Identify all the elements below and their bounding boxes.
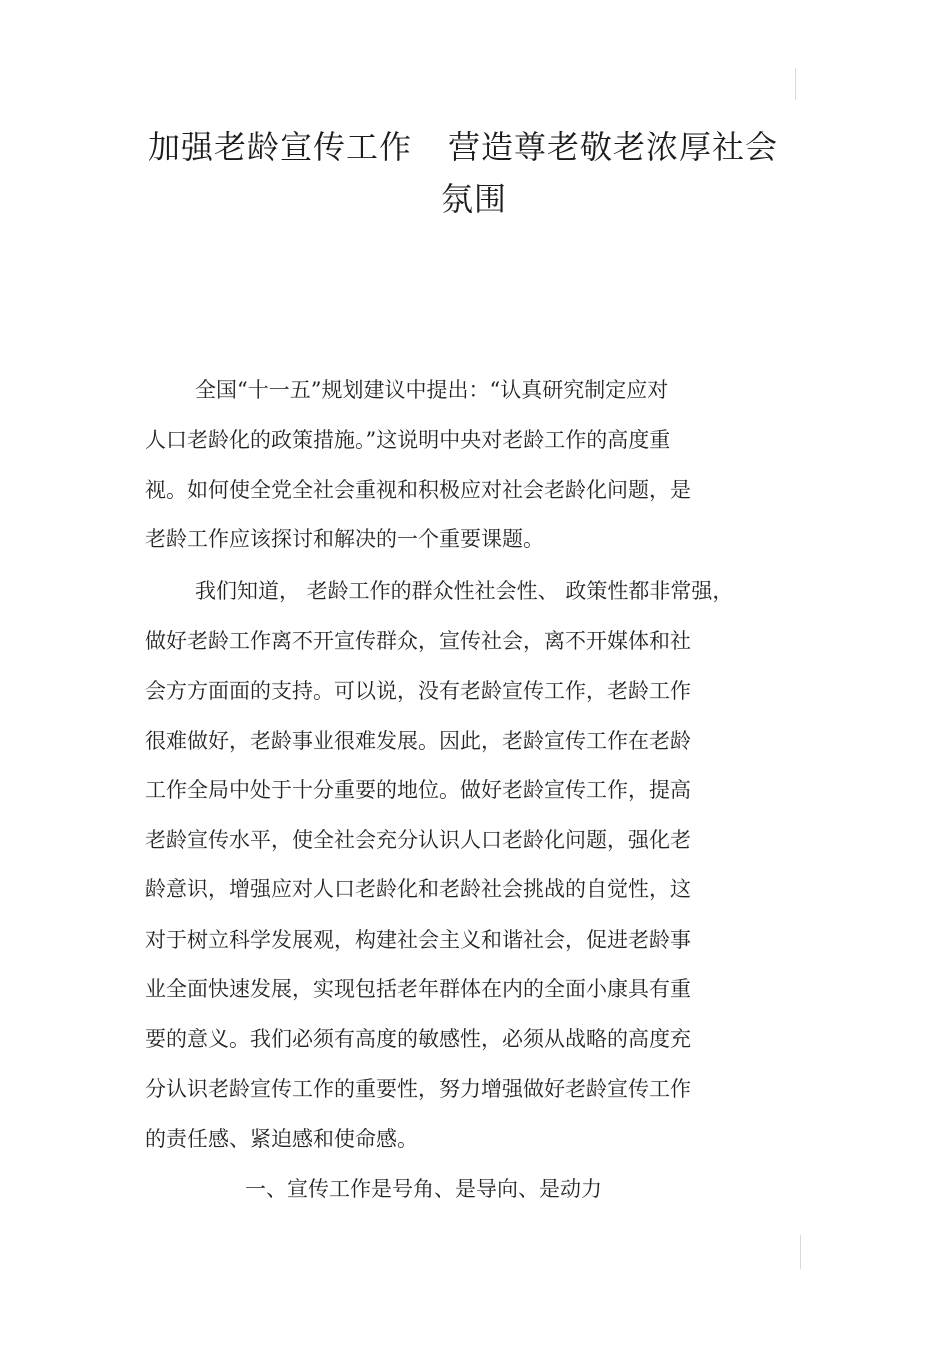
title-part-2: 营造尊老敬老浓厚社会	[448, 128, 779, 166]
paragraph-2-line: 龄意识，增强应对人口老龄化和老龄社会挑战的自觉性，这	[145, 877, 691, 901]
paragraph-2-line: 老龄宣传水平，使全社会充分认识人口老龄化问题，强化老	[145, 828, 691, 852]
margin-mark-top	[795, 68, 796, 100]
paragraph-1-line: 视。如何使全党全社会重视和积极应对社会老龄化问题，是	[145, 478, 691, 502]
paragraph-1-line: 人口老龄化的政策措施。”这说明中央对老龄工作的高度重	[145, 428, 671, 452]
paragraph-2-line: 我们知道， 老龄工作的群众性社会性、 政策性都非常强，	[195, 579, 734, 603]
paragraph-2-line: 的责任感、紧迫感和使命感。	[145, 1127, 418, 1151]
paragraph-2-line: 分认识老龄宣传工作的重要性，努力增强做好老龄宣传工作	[145, 1077, 691, 1101]
paragraph-2-line: 很难做好，老龄事业很难发展。因此，老龄宣传工作在老龄	[145, 729, 691, 753]
title-part-3: 氛围	[441, 180, 508, 218]
title-part-1: 加强老龄宣传工作	[148, 128, 413, 166]
paragraph-2-line: 会方方面面的支持。可以说，没有老龄宣传工作，老龄工作	[145, 679, 691, 703]
paragraph-2-line: 对于树立科学发展观，构建社会主义和谐社会，促进老龄事	[145, 928, 691, 952]
paragraph-1-line: 全国“十一五”规划建议中提出：“认真研究制定应对	[195, 378, 669, 402]
margin-mark-bottom	[800, 1235, 801, 1269]
paragraph-2-line: 做好老龄工作离不开宣传群众，宣传社会，离不开媒体和社	[145, 629, 691, 653]
paragraph-2-line: 业全面快速发展，实现包括老年群体在内的全面小康具有重	[145, 977, 691, 1001]
paragraph-2-line: 工作全局中处于十分重要的地位。做好老龄宣传工作，提高	[145, 778, 691, 802]
paragraph-1-line: 老龄工作应该探讨和解决的一个重要课题。	[145, 527, 544, 551]
paragraph-2-line: 要的意义。我们必须有高度的敏感性，必须从战略的高度充	[145, 1027, 691, 1051]
section-heading: 一、宣传工作是号角、是导向、是动力	[245, 1177, 602, 1201]
